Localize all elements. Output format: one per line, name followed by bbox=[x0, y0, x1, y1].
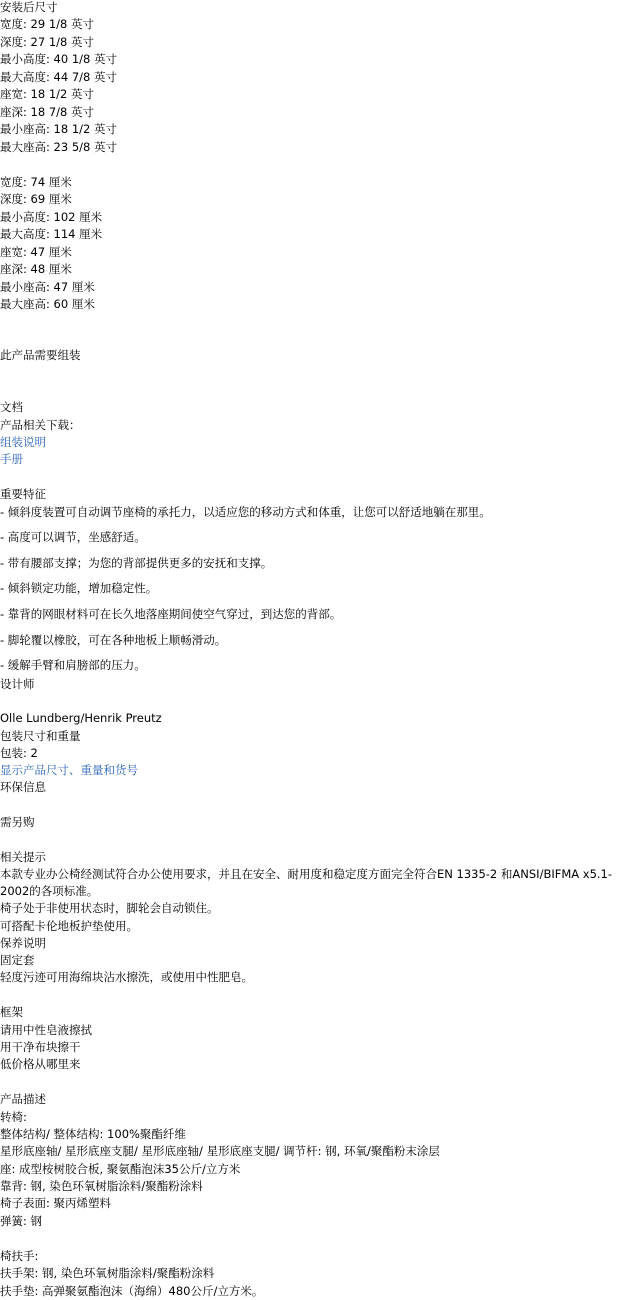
text-line: 需另购 bbox=[0, 815, 35, 829]
text-line: 弹簧: 钢 bbox=[0, 1214, 43, 1228]
text-line: 最小高度: 40 1/8 英寸 bbox=[0, 52, 117, 66]
download-link[interactable]: 手册 bbox=[0, 452, 23, 466]
text-line: - 高度可以调节，坐感舒适。 bbox=[0, 530, 146, 544]
text-line: 转椅: bbox=[0, 1110, 27, 1124]
text-line: 宽度: 29 1/8 英寸 bbox=[0, 17, 94, 31]
text-line: 低价格从哪里来 bbox=[0, 1057, 81, 1071]
text-line: 扶手垫: 高弹聚氨酯泡沫（海绵）480公斤/立方米。 bbox=[0, 1284, 264, 1298]
download-link[interactable]: 组装说明 bbox=[0, 435, 46, 449]
text-line: 最大高度: 114 厘米 bbox=[0, 227, 103, 241]
text-line: 最大高度: 44 7/8 英寸 bbox=[0, 70, 117, 84]
text-line: 座宽: 18 1/2 英寸 bbox=[0, 87, 94, 101]
text-line: 椅子处于非使用状态时，脚轮会自动锁住。 bbox=[0, 901, 219, 915]
text-line: 座深: 48 厘米 bbox=[0, 262, 72, 276]
download-link[interactable]: 显示产品尺寸、重量和货号 bbox=[0, 763, 138, 777]
text-line: 本款专业办公椅经测试符合办公使用要求，并且在安全、耐用度和稳定度方面完全符合EN 1335-2 和ANSI/BIFMA x5.1- bbox=[0, 867, 613, 881]
text-line: 包装: 2 bbox=[0, 746, 38, 760]
text-line: 保养说明 bbox=[0, 936, 46, 950]
text-line: 重要特征 bbox=[0, 487, 46, 501]
text-line: 包装尺寸和重量 bbox=[0, 729, 81, 743]
text-line: 产品描述 bbox=[0, 1092, 46, 1106]
text-line: 用干净布块擦干 bbox=[0, 1040, 81, 1054]
text-line: 椅子表面: 聚丙烯塑料 bbox=[0, 1196, 112, 1210]
text-line: 可搭配卡伦地板护垫使用。 bbox=[0, 919, 138, 933]
text-line: 轻度污迹可用海绵块沾水擦洗，或使用中性肥皂。 bbox=[0, 970, 253, 984]
text-line: Olle Lundberg/Henrik Preutz bbox=[0, 711, 162, 725]
text-line: 最大座高: 23 5/8 英寸 bbox=[0, 140, 117, 154]
text-line: 产品相关下载： bbox=[0, 418, 81, 432]
text-line: 最小座高: 18 1/2 英寸 bbox=[0, 122, 117, 136]
text-line: 座宽: 47 厘米 bbox=[0, 245, 72, 259]
text-line: 星形底座轴/ 星形底座支腿/ 星形底座轴/ 星形底座支腿/ 调节杆: 钢, 环氧/聚酯粉末涂层 bbox=[0, 1144, 440, 1158]
text-line: 环保信息 bbox=[0, 780, 46, 794]
text-line: 安装后尺寸 bbox=[0, 0, 58, 14]
text-line: 设计师 bbox=[0, 677, 35, 691]
text-line: 宽度: 74 厘米 bbox=[0, 175, 72, 189]
text-line: 座: 成型桉树胶合板, 聚氨酯泡沫35公斤/立方米 bbox=[0, 1162, 241, 1176]
text-line: 扶手架: 钢, 染色环氧树脂涂料/聚酯粉涂料 bbox=[0, 1266, 215, 1280]
text-line: 最大座高: 60 厘米 bbox=[0, 297, 95, 311]
text-line: 相关提示 bbox=[0, 850, 46, 864]
text-line: 此产品需要组装 bbox=[0, 348, 81, 362]
text-line: 文档 bbox=[0, 400, 23, 414]
text-line: - 靠背的网眼材料可在长久地落座期间使空气穿过，到达您的背部。 bbox=[0, 607, 342, 621]
text-line: 2002的各项标准。 bbox=[0, 884, 99, 898]
text-line: - 倾斜度装置可自动调节座椅的承托力，以适应您的移动方式和体重，让您可以舒适地躺在那里。 bbox=[0, 505, 491, 519]
text-line: 最小座高: 47 厘米 bbox=[0, 280, 95, 294]
text-line: - 倾斜锁定功能，增加稳定性。 bbox=[0, 581, 158, 595]
text-line: 请用中性皂液擦拭 bbox=[0, 1023, 92, 1037]
text-line: 框架 bbox=[0, 1005, 23, 1019]
text-line: - 缓解手臂和肩膀部的压力。 bbox=[0, 658, 146, 672]
text-line: 座深: 18 7/8 英寸 bbox=[0, 105, 94, 119]
text-line: 整体结构/ 整体结构: 100%聚酯纤维 bbox=[0, 1127, 186, 1141]
text-line: 最小高度: 102 厘米 bbox=[0, 210, 103, 224]
text-line: 深度: 27 1/8 英寸 bbox=[0, 35, 94, 49]
text-line: 椅扶手: bbox=[0, 1249, 39, 1263]
text-line: - 脚轮覆以橡胶，可在各种地板上顺畅滑动。 bbox=[0, 633, 227, 647]
text-line: 固定套 bbox=[0, 953, 35, 967]
text-line: 靠背: 钢, 染色环氧树脂涂料/聚酯粉涂料 bbox=[0, 1179, 203, 1193]
text-line: - 带有腰部支撑；为您的背部提供更多的安抚和支撑。 bbox=[0, 556, 273, 570]
text-line: 深度: 69 厘米 bbox=[0, 192, 72, 206]
